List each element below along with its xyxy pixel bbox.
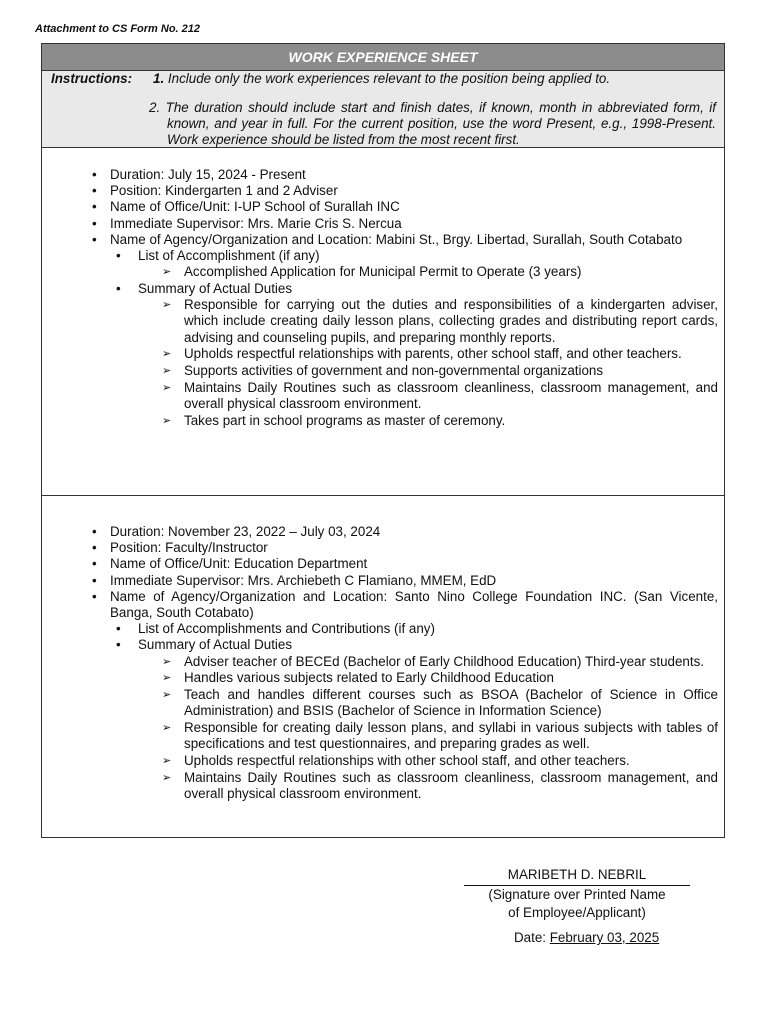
position: • Position: Faculty/Instructor	[92, 540, 718, 556]
accomplishment-item: ➢ Accomplished Application for Municipal Permit to Operate (3 years)	[92, 264, 718, 280]
instruction-item-1-number: 1.	[153, 71, 165, 86]
accomplishments-label: • List of Accomplishment (if any)	[92, 248, 718, 264]
instruction-item-2: 2. The duration should include start and finish dates, if known, month in abbreviated form, if known, and year in full. For the current position, use the word Present, e.g., 1998-Present. Work experience should be listed from the most recent first.	[149, 100, 716, 147]
accomplishments-label: • List of Accomplishments and Contributions (if any)	[92, 621, 718, 637]
duty-item: ➢ Maintains Daily Routines such as classroom cleanliness, classroom management, and overall physical classroom environment.	[92, 380, 718, 412]
agency-location: • Name of Agency/Organization and Location: Mabini St., Brgy. Libertad, Surallah, South Cotabato	[92, 232, 718, 248]
duty-item: ➢ Upholds respectful relationships with parents, other school staff, and other teachers.	[92, 346, 718, 362]
agency-location: • Name of Agency/Organization and Location: Santo Nino College Foundation INC. (San Vicente, Banga, South Cotabato)	[92, 589, 718, 621]
date-value: February 03, 2025	[549, 930, 660, 945]
duty-item: ➢ Handles various subjects related to Early Childhood Education	[92, 670, 718, 686]
experience-entry-1	[42, 148, 724, 496]
sheet-title: WORK EXPERIENCE SHEET	[42, 44, 724, 71]
printed-name: MARIBETH D. NEBRIL	[464, 866, 690, 886]
instruction-item-1-text: Include only the work experiences relevant to the position being applied to.	[167, 71, 611, 86]
duty-item: ➢ Responsible for carrying out the duties and responsibilities of a kindergarten adviser, which include creating daily lesson plans, collecting grades and distributing report cards, advising and counseling pupils, and preparing monthly reports.	[92, 297, 718, 346]
duty-item: ➢ Maintains Daily Routines such as classroom cleanliness, classroom management, and overall physical classroom environment.	[92, 770, 718, 802]
experience-2-details	[92, 524, 718, 802]
date-label: Date:	[514, 930, 550, 945]
duty-item: ➢ Upholds respectful relationships with other school staff, and other teachers.	[92, 753, 718, 769]
duration: • Duration: November 23, 2022 – July 03, 2024	[92, 524, 718, 540]
experience-entry-2	[42, 496, 724, 839]
work-experience-sheet	[41, 43, 725, 838]
position: • Position: Kindergarten 1 and 2 Adviser	[92, 183, 718, 199]
office-unit: • Name of Office/Unit: I-UP School of Surallah INC	[92, 199, 718, 215]
signature-block	[464, 866, 690, 922]
signature-caption-line-1: (Signature over Printed Name	[488, 887, 666, 902]
date-line	[514, 930, 659, 945]
duty-item: ➢ Responsible for creating daily lesson plans, and syllabi in various subjects with tables of specifications and test questionnaires, and preparing grades as well.	[92, 720, 718, 752]
duty-item: ➢ Takes part in school programs as master of ceremony.	[92, 413, 718, 429]
immediate-supervisor: • Immediate Supervisor: Mrs. Archiebeth C Flamiano, MMEM, EdD	[92, 573, 718, 589]
duty-item: ➢ Teach and handles different courses such as BSOA (Bachelor of Science in Office Administration) and BSIS (Bachelor of Science in Information Science)	[92, 687, 718, 719]
duties-label: • Summary of Actual Duties	[92, 637, 718, 653]
signature-caption-line-2: of Employee/Applicant)	[508, 905, 646, 920]
duration: • Duration: July 15, 2024 - Present	[92, 167, 718, 183]
instructions-label: Instructions:	[51, 71, 133, 86]
instructions-box	[42, 71, 724, 148]
duty-item: ➢ Adviser teacher of BECEd (Bachelor of Early Childhood Education) Third-year students.	[92, 654, 718, 670]
attachment-label: Attachment to CS Form No. 212	[35, 23, 201, 35]
duty-item: ➢ Supports activities of government and non-governmental organizations	[92, 363, 718, 379]
experience-1-details	[92, 167, 718, 429]
office-unit: • Name of Office/Unit: Education Department	[92, 556, 718, 572]
duties-label: • Summary of Actual Duties	[92, 281, 718, 297]
immediate-supervisor: • Immediate Supervisor: Mrs. Marie Cris S. Nercua	[92, 216, 718, 232]
instruction-item-1	[153, 71, 716, 87]
